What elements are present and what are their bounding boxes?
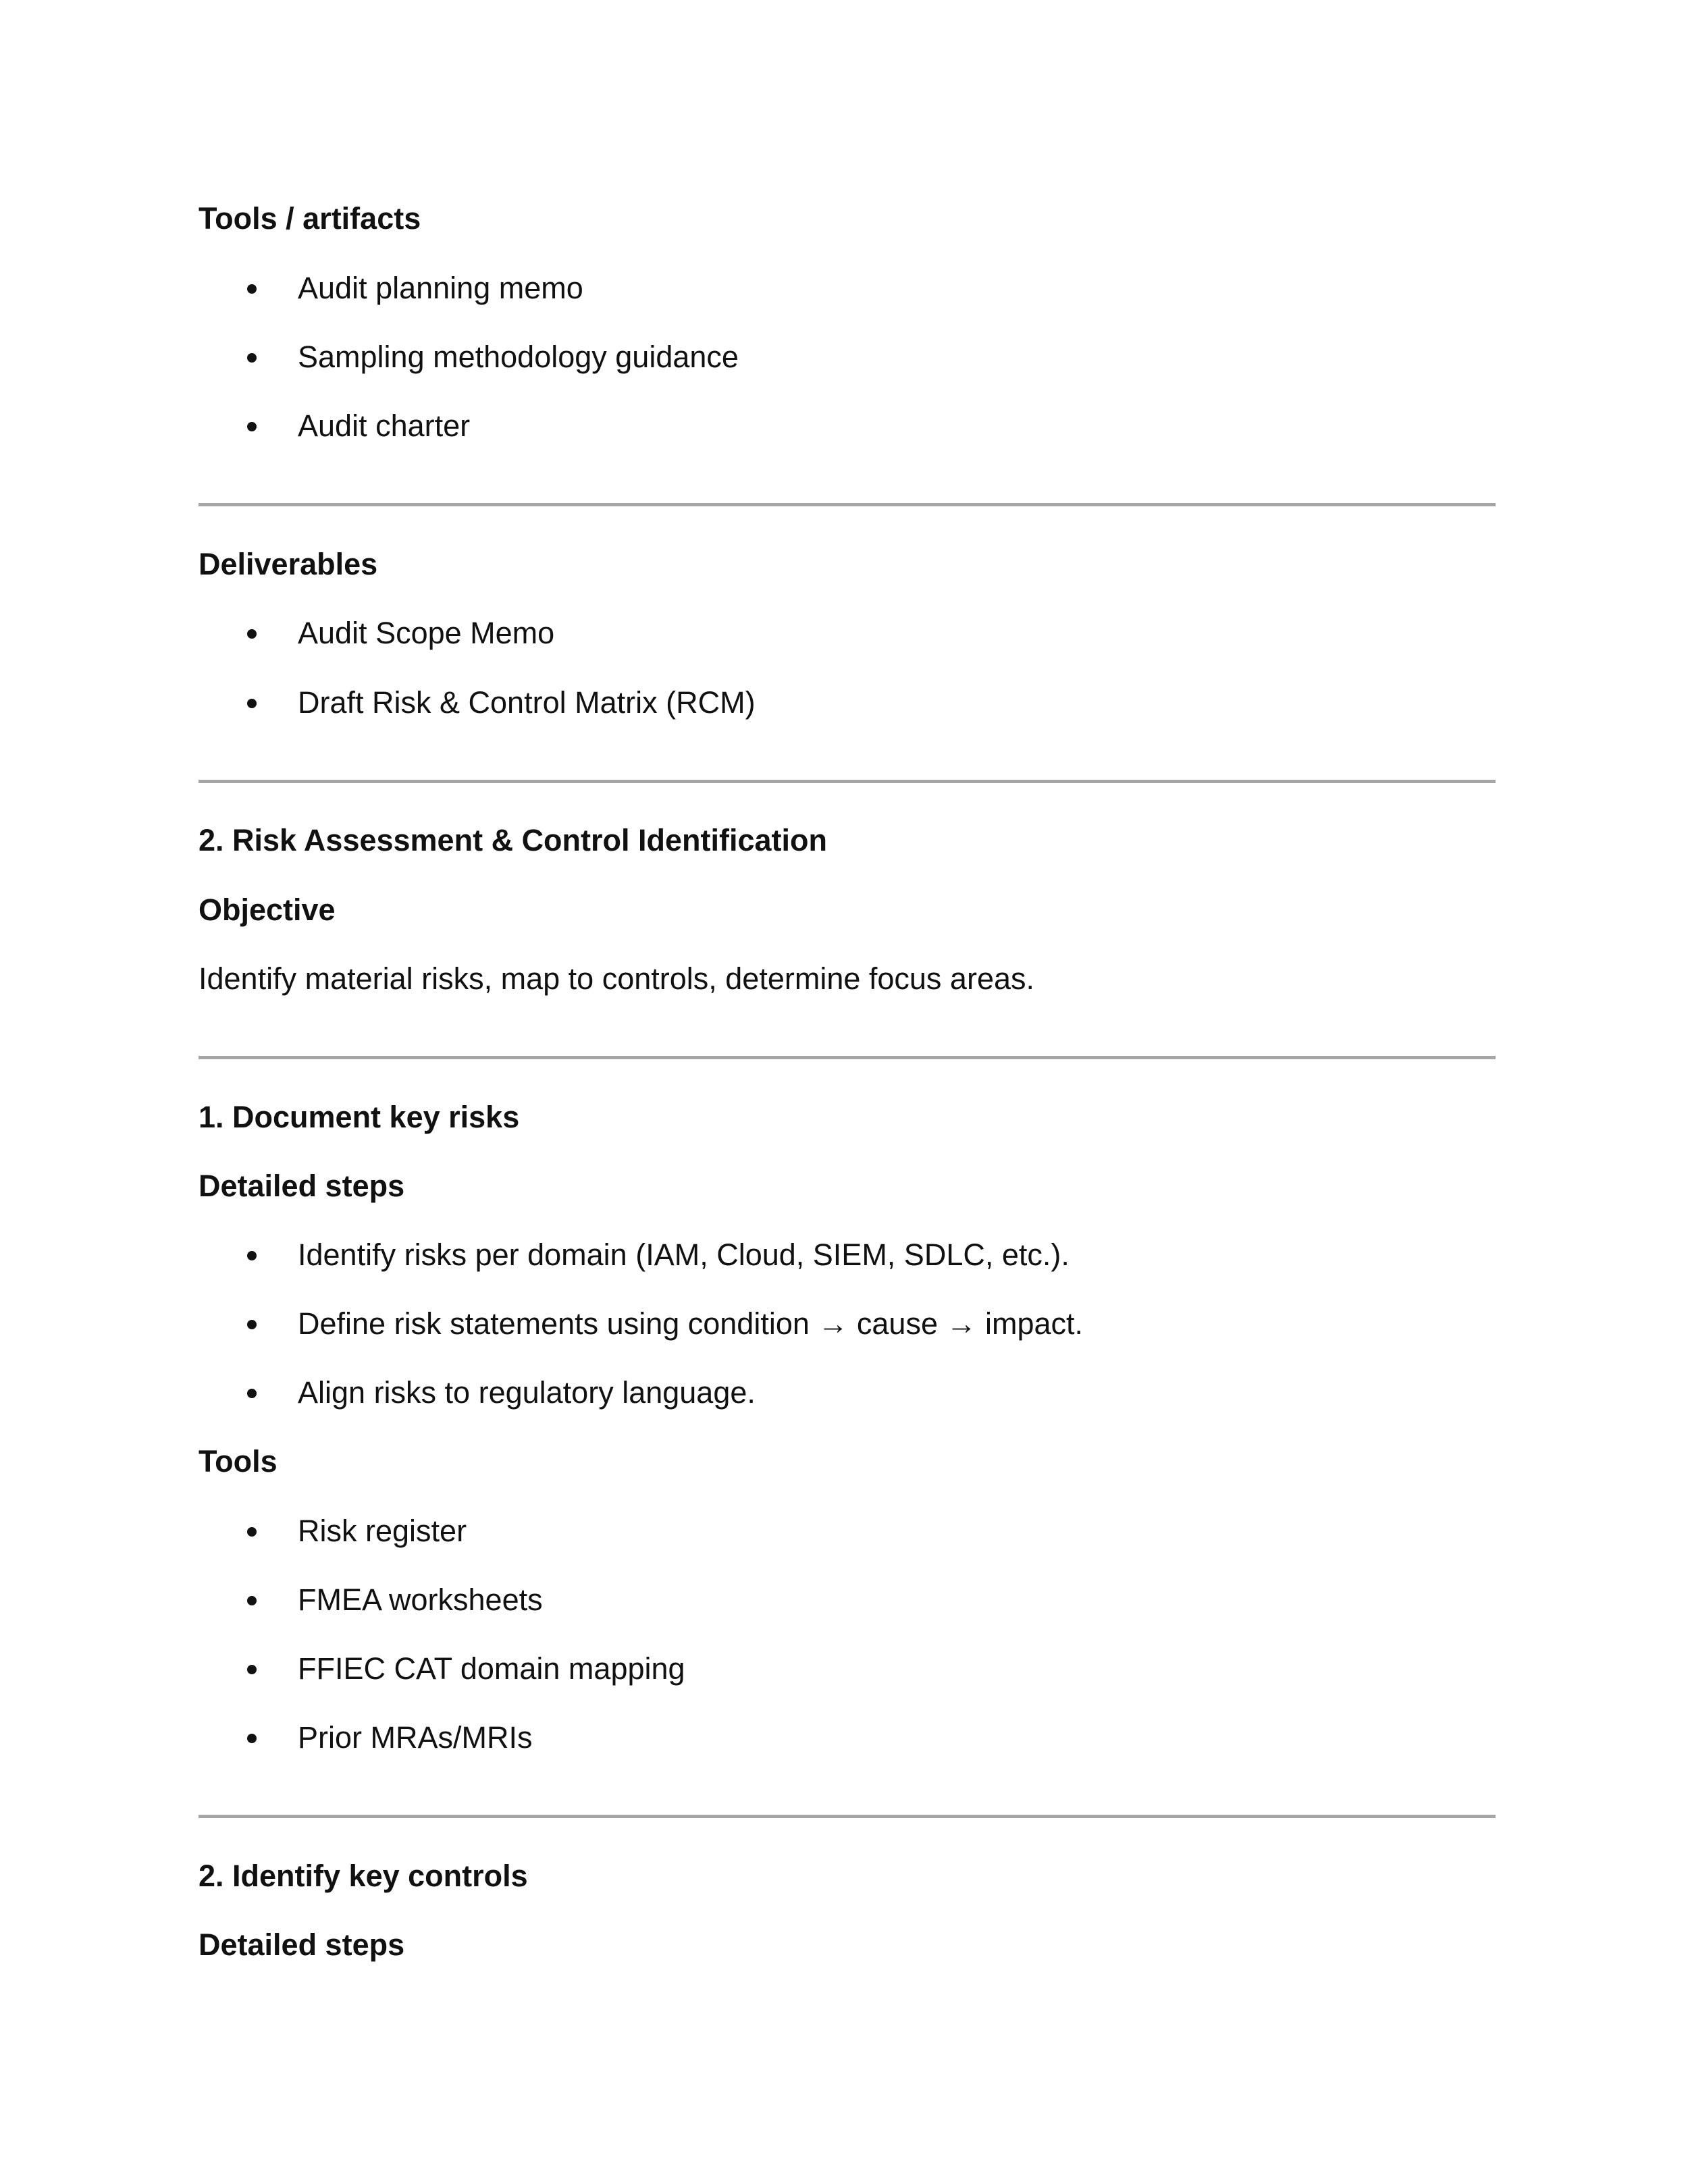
bullet-icon (247, 284, 257, 294)
list-item: Audit Scope Memo (298, 616, 555, 650)
tools-heading: Tools (199, 1444, 278, 1479)
list-item: Sampling methodology guidance (298, 340, 739, 374)
list-item: Audit planning memo (298, 271, 583, 305)
horizontal-divider (199, 1815, 1496, 1818)
bullet-icon (247, 1527, 257, 1537)
bullet-icon (247, 1320, 257, 1329)
list-item: Risk register (298, 1514, 467, 1548)
bullet-icon (247, 1251, 257, 1260)
bullet-icon (247, 1596, 257, 1605)
list-item: FFIEC CAT domain mapping (298, 1651, 685, 1686)
document-key-risks-heading: 1. Document key risks (199, 1100, 520, 1134)
bullet-icon (247, 629, 257, 639)
horizontal-divider (199, 780, 1496, 783)
list-item: Define risk statements using condition → cause → impact. (298, 1306, 1084, 1341)
bullet-icon (247, 1734, 257, 1743)
bullet-icon (247, 1665, 257, 1674)
list-item: Draft Risk & Control Matrix (RCM) (298, 685, 756, 720)
list-item: FMEA worksheets (298, 1582, 543, 1617)
objective-text: Identify material risks, map to controls, determine focus areas. (199, 961, 1035, 996)
tools-artifacts-heading: Tools / artifacts (199, 201, 421, 236)
bullet-icon (247, 353, 257, 363)
risk-assessment-heading: 2. Risk Assessment & Control Identification (199, 823, 828, 857)
bullet-icon (247, 422, 257, 431)
list-item: Align risks to regulatory language. (298, 1375, 756, 1410)
bullet-icon (247, 699, 257, 708)
objective-heading: Objective (199, 893, 336, 927)
list-item: Identify risks per domain (IAM, Cloud, SIEM, SDLC, etc.). (298, 1237, 1070, 1272)
bullet-icon (247, 1389, 257, 1398)
list-item: Prior MRAs/MRIs (298, 1720, 533, 1755)
deliverables-heading: Deliverables (199, 547, 378, 581)
horizontal-divider (199, 1056, 1496, 1059)
horizontal-divider (199, 503, 1496, 506)
detailed-steps-heading: Detailed steps (199, 1927, 405, 1962)
identify-key-controls-heading: 2. Identify key controls (199, 1859, 528, 1893)
list-item: Audit charter (298, 408, 471, 443)
detailed-steps-heading: Detailed steps (199, 1169, 405, 1203)
